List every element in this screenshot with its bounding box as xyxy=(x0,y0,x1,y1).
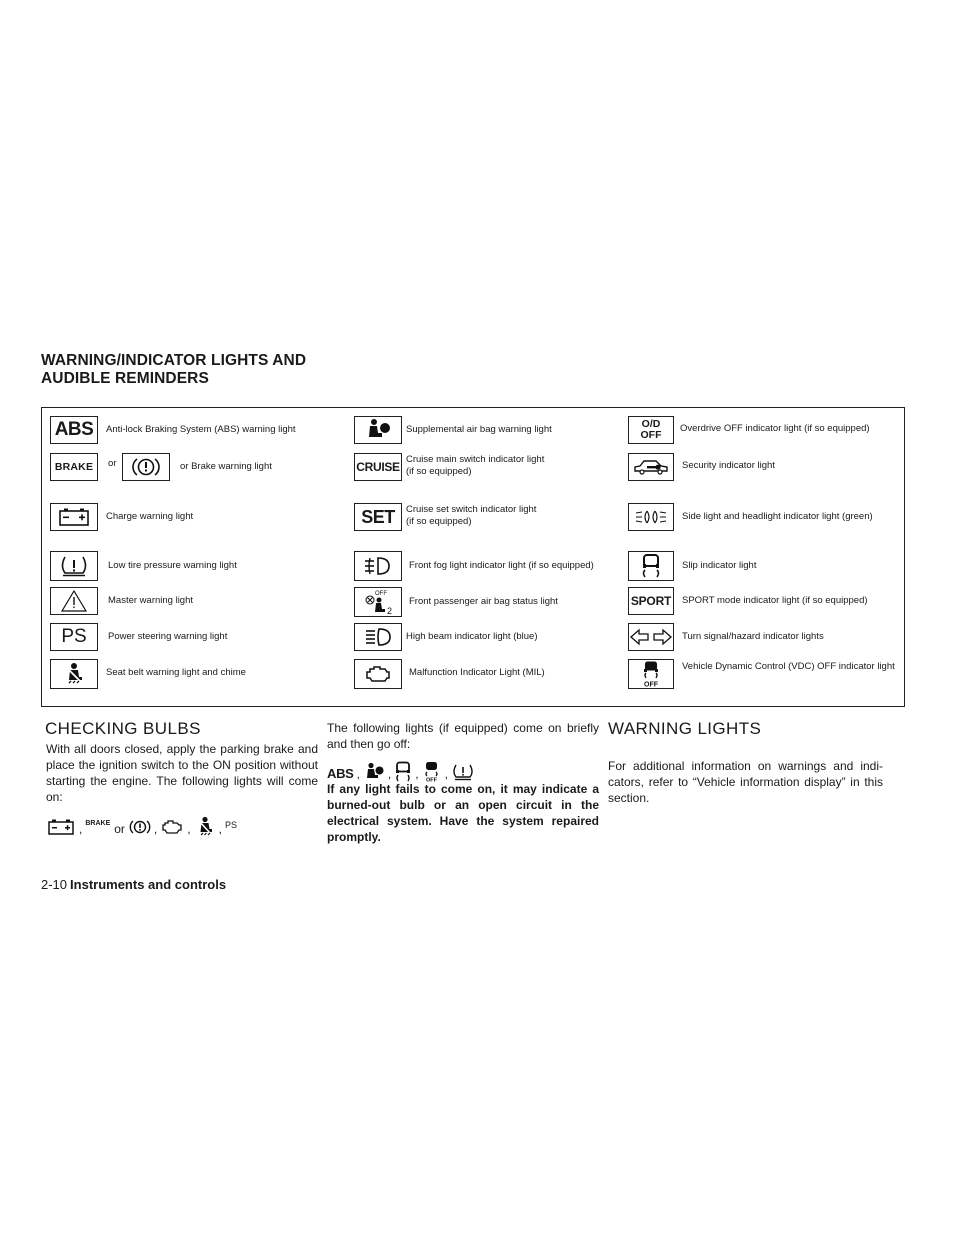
section-name: Instruments and controls xyxy=(70,877,227,892)
master-warning-icon xyxy=(50,587,98,615)
abs-text-icon: ABS xyxy=(327,766,354,781)
seat-belt-icon xyxy=(50,659,98,689)
slip-indicator-icon xyxy=(628,551,674,581)
bulb-failure-note: If any light fails to come on, it may indicate a burned-out bulb or an open circuit in the electrical system. Have the system repaired promptly. xyxy=(327,782,599,844)
page-heading xyxy=(41,352,306,388)
abs-warning-icon: ABS xyxy=(50,416,98,444)
light-label: Supplemental air bag warning light xyxy=(406,424,552,435)
comma: , xyxy=(218,821,222,836)
light-label: Master warning light xyxy=(108,595,194,606)
front-fog-icon xyxy=(354,551,402,581)
brake-circle-icon xyxy=(129,818,151,839)
light-label: High beam indicator light (blue) xyxy=(406,631,538,642)
light-label: Side light and headlight indicator light (green) xyxy=(682,511,873,522)
comma: , xyxy=(153,821,158,836)
light-label: Cruise set switch indicator light (if so equipped) xyxy=(406,504,537,527)
warning-lights-title: WARNING LIGHTS xyxy=(608,719,762,738)
airbag-warning-icon xyxy=(354,416,402,444)
battery-charge-icon xyxy=(46,818,76,839)
vdc-off-icon xyxy=(628,659,674,689)
light-label: Overdrive OFF indicator light (if so equipped) xyxy=(680,423,870,434)
comma: , xyxy=(79,821,83,836)
svg-text:OFF: OFF xyxy=(425,777,437,783)
sport-mode-icon: SPORT xyxy=(628,587,674,615)
checking-bulbs-paragraph: With all doors closed, apply the parking brake and place the ignition switch to the ON position without starting the engine. The following lights will come on: xyxy=(46,742,318,804)
comma: , xyxy=(356,766,360,781)
light-label: Vehicle Dynamic Control (VDC) OFF indicator light xyxy=(682,661,895,672)
or-word: or xyxy=(108,458,117,469)
light-label: Power steering warning light xyxy=(108,631,228,642)
light-label: Turn signal/hazard indicator lights xyxy=(682,631,824,642)
or-word: or xyxy=(114,821,125,836)
brake-warning-icon: BRAKE xyxy=(50,453,98,481)
page-number: 2-10 xyxy=(41,877,68,892)
engine-malfunction-icon xyxy=(354,659,402,689)
engine-malfunction-icon xyxy=(160,818,184,839)
following-lights-paragraph: The following lights (if equipped) come on briefly and then go off: xyxy=(327,721,599,751)
comma: , xyxy=(444,766,448,781)
light-label: Malfunction Indicator Light (MIL) xyxy=(409,667,545,678)
off-text: OFF xyxy=(375,591,387,597)
svg-text:2: 2 xyxy=(387,606,393,616)
light-label: or Brake warning light xyxy=(180,461,272,472)
side-headlight-icon xyxy=(628,503,674,531)
light-label: SPORT mode indicator light (if so equipped) xyxy=(682,595,868,606)
battery-charge-icon xyxy=(50,503,98,531)
off-text: OFF xyxy=(644,681,658,688)
light-label: Seat belt warning light and chime xyxy=(106,667,246,678)
turn-signal-icon xyxy=(628,623,674,651)
bulbs-icon-row xyxy=(46,816,237,841)
security-car-key-icon xyxy=(628,453,674,481)
page-heading-line2: AUDIBLE REMINDERS xyxy=(41,370,209,387)
power-steering-text-icon: PS xyxy=(224,819,237,830)
power-steering-icon: PS xyxy=(50,623,98,651)
indicator-lights-table xyxy=(41,407,905,707)
light-label: Charge warning light xyxy=(106,511,194,522)
light-label: Slip indicator light xyxy=(682,560,757,571)
page-heading-line1: WARNING/INDICATOR LIGHTS AND xyxy=(41,352,307,369)
light-label: Front fog light indicator light (if so equipped) xyxy=(409,560,594,571)
light-label: Front passenger air bag status light xyxy=(409,596,558,607)
light-label: Low tire pressure warning light xyxy=(108,560,237,571)
light-label: Security indicator light xyxy=(682,460,775,471)
comma: , xyxy=(387,766,392,781)
page-footer xyxy=(41,877,226,892)
cruise-main-icon: CRUISE xyxy=(354,453,402,481)
seat-belt-icon xyxy=(194,816,216,841)
warning-lights-paragraph: For additional information on warnings and indi-cators, refer to “Vehicle information display” in this section. xyxy=(608,759,883,805)
light-label: Cruise main switch indicator light (if so equipped) xyxy=(406,454,545,477)
high-beam-icon xyxy=(354,623,402,651)
light-label: Anti-lock Braking System (ABS) warning light xyxy=(106,424,296,435)
checking-bulbs-title: CHECKING BULBS xyxy=(45,719,201,738)
comma: , xyxy=(415,766,419,781)
brake-text-icon: BRAKE xyxy=(85,820,111,827)
overdrive-off-icon: O/D OFF xyxy=(628,416,674,444)
comma: , xyxy=(187,821,191,836)
passenger-airbag-status-icon xyxy=(354,587,402,617)
brake-circle-icon xyxy=(122,453,170,481)
cruise-set-icon: SET xyxy=(354,503,402,531)
low-tire-pressure-icon xyxy=(50,551,98,581)
